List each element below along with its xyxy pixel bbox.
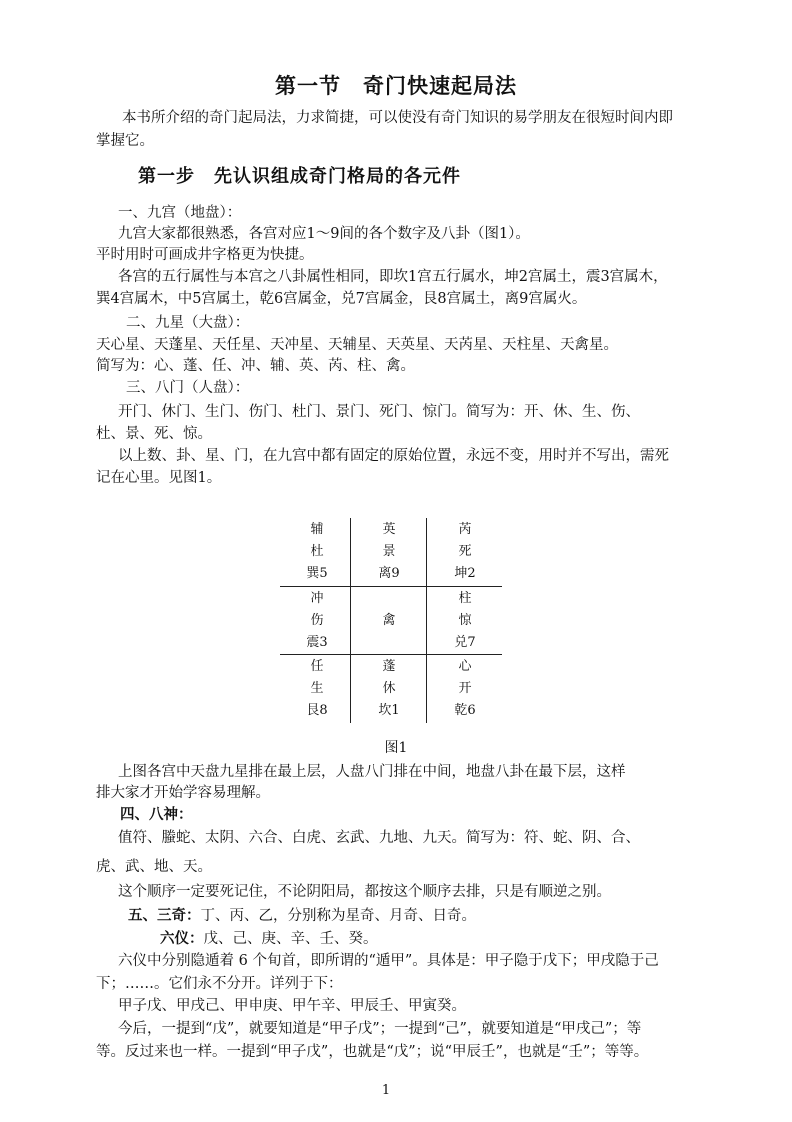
palace-star: 辅: [310, 522, 324, 537]
palace-star: 蓬: [382, 659, 396, 674]
closing-line-3: 甲子戊、甲戌己、甲申庚、甲午辛、甲辰壬、甲寅癸。: [118, 998, 466, 1014]
section1-heading: 一、九宫（地盘）：: [118, 205, 242, 221]
grid-hline-1: [280, 586, 502, 587]
step-heading: 第一步 先认识组成奇门格局的各元件: [138, 166, 461, 187]
palace-star: 柱: [458, 591, 472, 606]
section1-line-2: 平时用时可画成井字格更为快捷。: [96, 247, 314, 263]
after-figure-line-2: 排大家才开始学容易理解。: [96, 785, 270, 801]
palace-trigram: 震3: [306, 635, 328, 650]
palace-trigram: 乾6: [454, 703, 476, 718]
section1-line-3: 各宫的五行属性与本宫之八卦属性相同，即坎1宫五行属水，坤2宫属土，震3宫属木，: [118, 269, 668, 285]
palace-center: [352, 610, 426, 632]
palace-trigram: 兑7: [454, 635, 476, 650]
grid-vline-2: [426, 518, 427, 723]
palace-door: 休: [382, 681, 396, 696]
palace-trigram: 坤2: [454, 566, 476, 581]
intro-line-1: 本书所介绍的奇门起局法，力求简捷，可以使没有奇门知识的易学朋友在很短时间内即: [122, 110, 673, 126]
closing-line-2: 下；……。它们永不分开。详列于下：: [96, 976, 343, 992]
palace-zhen: [280, 588, 354, 654]
palace-door: 死: [458, 544, 472, 559]
palace-star: 英: [382, 522, 396, 537]
palace-star: 冲: [310, 591, 324, 606]
section3-heading: 三、八门（人盘）：: [126, 380, 250, 396]
section1-line-4: 巽4宫属木，中5宫属土，乾6宫属金，兑7宫属金，艮8宫属土，离9宫属火。: [96, 291, 587, 307]
section3-line-4: 记在心里。见图1。: [96, 470, 222, 486]
after-figure-line-1: 上图各宫中天盘九星排在最上层，人盘八门排在中间，地盘八卦在最下层，这样: [118, 764, 626, 780]
section2-line-2: 简写为：心、蓬、任、冲、辅、英、芮、柱、禽。: [96, 358, 415, 374]
palace-li: [352, 519, 426, 585]
closing-line-1: 六仪中分别隐遁着 6 个旬首，即所谓的“遁甲”。具体是：甲子隐于戊下；甲戌隐于己: [118, 953, 659, 969]
section4-line-2: 虎、武、地、天。: [96, 859, 212, 875]
palace-star: 禽: [382, 613, 396, 628]
section3-line-2: 杜、景、死、惊。: [96, 426, 212, 442]
palace-star: 任: [310, 659, 324, 674]
section2-heading: 二、九星（大盘）：: [126, 315, 250, 331]
palace-door: 伤: [310, 613, 324, 628]
palace-trigram: 艮8: [306, 703, 328, 718]
palace-star: 心: [458, 659, 472, 674]
grid-hline-2: [280, 654, 502, 655]
figure-caption: 图1: [384, 740, 408, 756]
palace-trigram: 离9: [378, 566, 400, 581]
palace-kun: [428, 519, 502, 585]
palace-gen: [280, 656, 354, 722]
palace-kan: [352, 656, 426, 722]
section4-heading: 四、八神：: [120, 806, 193, 823]
section6-text: 戊、己、庚、辛、壬、癸。: [203, 931, 378, 947]
palace-door: 开: [458, 681, 472, 696]
palace-door: 惊: [458, 613, 472, 628]
section1-line-1: 九宫大家都很熟悉，各宫对应1～9间的各个数字及八卦（图1）。: [118, 226, 530, 242]
section6-row: [160, 929, 378, 949]
palace-qian: [428, 656, 502, 722]
palace-trigram: 坎1: [378, 703, 400, 718]
palace-door: 生: [310, 681, 324, 696]
page-number: 1: [381, 1083, 391, 1098]
intro-line-2: 掌握它。: [96, 133, 154, 149]
palace-trigram: 巽5: [306, 566, 328, 581]
section3-line-3: 以上数、卦、星、门，在九宫中都有固定的原始位置，永远不变，用时并不写出，需死: [118, 448, 669, 464]
section4-line-1: 值符、螣蛇、太阴、六合、白虎、玄武、九地、九天。简写为：符、蛇、阴、合、: [118, 830, 640, 846]
palace-dui: [428, 588, 502, 654]
section6-heading: 六仪：: [160, 930, 204, 947]
closing-line-5: 等。反过来也一样。一提到“甲子戊”，也就是“戊”；说“甲辰壬”，也就是“壬”；等等。: [96, 1044, 649, 1060]
section5-text: 丁、丙、乙，分别称为星奇、月奇、日奇。: [200, 908, 476, 924]
palace-door: 杜: [310, 544, 324, 559]
palace-door: 景: [382, 544, 396, 559]
section5-heading: 五、三奇：: [128, 907, 201, 924]
section3-line-1: 开门、休门、生门、伤门、杜门、景门、死门、惊门。简写为：开、休、生、伤、: [118, 404, 640, 420]
closing-line-4: 今后，一提到“戊”，就要知道是“甲子戊”；一提到“己”，就要知道是“甲戌己”；等: [118, 1021, 642, 1037]
section4-line-3: 这个顺序一定要死记住，不论阴阳局，都按这个顺序去排，只是有顺逆之别。: [118, 884, 611, 900]
palace-star: 芮: [458, 522, 472, 537]
palace-xun: [280, 519, 354, 585]
section2-line-1: 天心星、天蓬星、天任星、天冲星、天辅星、天英星、天芮星、天柱星、天禽星。: [96, 337, 618, 353]
section-title: 第一节 奇门快速起局法: [275, 73, 517, 98]
section5-row: [128, 906, 476, 926]
nine-palace-figure: [280, 515, 502, 725]
